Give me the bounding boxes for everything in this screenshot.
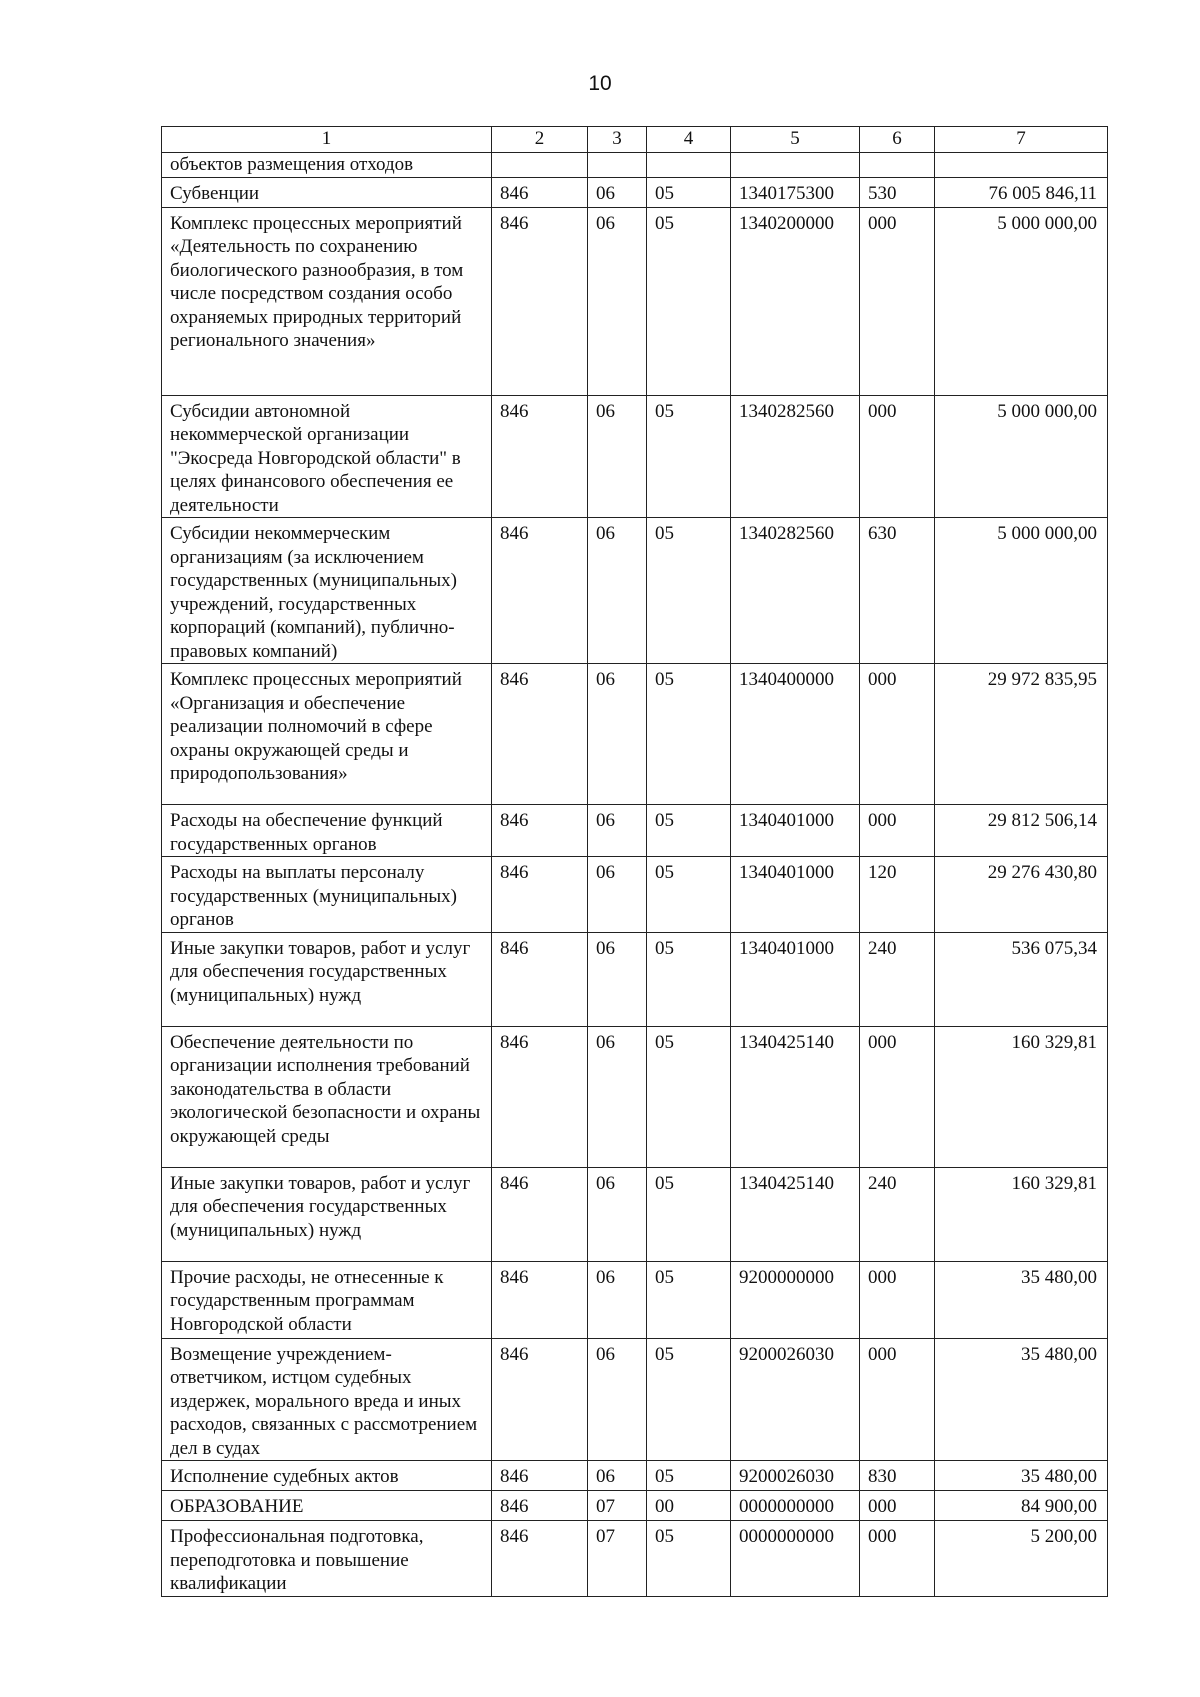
table-row (162, 177, 1108, 207)
row-c6 (860, 153, 935, 178)
row-c3: 06 (588, 857, 647, 933)
row-c5: 0000000000 (731, 1491, 860, 1521)
row-name: Субвенции (162, 177, 492, 207)
row-name: Возмещение учреждением-ответчиком, истцом судебных издержек, морального вреда и иных расходов, связанных с рассмотрением дел в судах (162, 1338, 492, 1461)
row-c4: 05 (647, 1026, 731, 1167)
row-c4: 05 (647, 1261, 731, 1338)
row-c4: 05 (647, 207, 731, 395)
row-c7: 35 480,00 (935, 1461, 1108, 1491)
row-c3: 06 (588, 1261, 647, 1338)
header-cell-6: 6 (860, 127, 935, 153)
row-c3: 06 (588, 177, 647, 207)
row-name: Иные закупки товаров, работ и услуг для обеспечения государственных (муниципальных) нужд (162, 932, 492, 1026)
table-row (162, 1167, 1108, 1261)
row-name: Субсидии автономной некоммерческой организации "Экосреда Новгородской области" в целях финансового обеспечения ее деятельности (162, 395, 492, 518)
row-c6: 530 (860, 177, 935, 207)
row-c3: 06 (588, 1167, 647, 1261)
row-c4: 05 (647, 1521, 731, 1597)
row-c7: 536 075,34 (935, 932, 1108, 1026)
budget-table (161, 126, 1108, 1597)
row-c2: 846 (492, 1261, 588, 1338)
row-c2: 846 (492, 1461, 588, 1491)
row-c6: 120 (860, 857, 935, 933)
row-c5: 1340401000 (731, 932, 860, 1026)
row-c2: 846 (492, 1491, 588, 1521)
header-cell-5: 5 (731, 127, 860, 153)
row-c5: 1340400000 (731, 664, 860, 805)
row-c5: 1340425140 (731, 1167, 860, 1261)
row-c2 (492, 153, 588, 178)
row-c6: 000 (860, 207, 935, 395)
header-cell-4: 4 (647, 127, 731, 153)
row-c7: 35 480,00 (935, 1261, 1108, 1338)
row-c3: 06 (588, 932, 647, 1026)
row-c5: 0000000000 (731, 1521, 860, 1597)
row-c7: 29 276 430,80 (935, 857, 1108, 933)
row-c3: 06 (588, 1338, 647, 1461)
table-row (162, 664, 1108, 805)
row-c4: 05 (647, 395, 731, 518)
row-name: Исполнение судебных актов (162, 1461, 492, 1491)
row-c2: 846 (492, 207, 588, 395)
table-row (162, 857, 1108, 933)
row-c3: 06 (588, 207, 647, 395)
row-c6: 000 (860, 395, 935, 518)
row-name: Обеспечение деятельности по организации исполнения требований законодательства в области экологической безопасности и охраны окружающей среды (162, 1026, 492, 1167)
row-c2: 846 (492, 1338, 588, 1461)
row-c6: 000 (860, 1521, 935, 1597)
row-c7: 76 005 846,11 (935, 177, 1108, 207)
row-c2: 846 (492, 518, 588, 664)
row-c6: 630 (860, 518, 935, 664)
row-name: объектов размещения отходов (162, 153, 492, 178)
row-name: Комплекс процессных мероприятий «Организация и обеспечение реализации полномочий в сфере охраны окружающей среды и природопользования» (162, 664, 492, 805)
row-c2: 846 (492, 805, 588, 857)
header-cell-3: 3 (588, 127, 647, 153)
row-c3: 06 (588, 805, 647, 857)
row-c6: 000 (860, 1261, 935, 1338)
header-cell-1: 1 (162, 127, 492, 153)
row-c7: 5 000 000,00 (935, 395, 1108, 518)
row-c7: 29 972 835,95 (935, 664, 1108, 805)
row-c2: 846 (492, 857, 588, 933)
row-c4: 05 (647, 1338, 731, 1461)
row-c6: 000 (860, 1491, 935, 1521)
row-c2: 846 (492, 1521, 588, 1597)
row-c6: 000 (860, 1338, 935, 1461)
table-row (162, 932, 1108, 1026)
row-c2: 846 (492, 1167, 588, 1261)
row-c7: 160 329,81 (935, 1026, 1108, 1167)
row-c3: 07 (588, 1491, 647, 1521)
row-c6: 000 (860, 1026, 935, 1167)
row-c4: 05 (647, 177, 731, 207)
row-c5: 1340401000 (731, 857, 860, 933)
table-row (162, 518, 1108, 664)
row-c4: 05 (647, 805, 731, 857)
row-c7: 5 200,00 (935, 1521, 1108, 1597)
header-cell-7: 7 (935, 127, 1108, 153)
row-c2: 846 (492, 1026, 588, 1167)
table-row (162, 1338, 1108, 1461)
row-c7: 29 812 506,14 (935, 805, 1108, 857)
row-c3: 06 (588, 1461, 647, 1491)
row-name: Иные закупки товаров, работ и услуг для обеспечения государственных (муниципальных) нужд (162, 1167, 492, 1261)
row-c3: 07 (588, 1521, 647, 1597)
table-row (162, 1261, 1108, 1338)
row-c2: 846 (492, 177, 588, 207)
table-row (162, 207, 1108, 395)
row-c7: 35 480,00 (935, 1338, 1108, 1461)
row-c4: 05 (647, 857, 731, 933)
table-row (162, 1461, 1108, 1491)
row-c2: 846 (492, 664, 588, 805)
header-row (162, 127, 1108, 153)
row-c4: 05 (647, 664, 731, 805)
row-c3: 06 (588, 395, 647, 518)
table-row (162, 1491, 1108, 1521)
row-c4: 05 (647, 518, 731, 664)
row-c5: 1340282560 (731, 518, 860, 664)
row-c4: 05 (647, 1461, 731, 1491)
row-c6: 240 (860, 932, 935, 1026)
row-c4 (647, 153, 731, 178)
row-c5: 9200026030 (731, 1461, 860, 1491)
row-c7: 5 000 000,00 (935, 207, 1108, 395)
row-c3: 06 (588, 518, 647, 664)
row-name: Прочие расходы, не отнесенные к государственным программам Новгородской области (162, 1261, 492, 1338)
row-name: Комплекс процессных мероприятий «Деятельность по сохранению биологического разнообразия, в том числе посредством создания особо охраняемых природных территорий регионального значения» (162, 207, 492, 395)
row-c4: 05 (647, 932, 731, 1026)
row-c7 (935, 153, 1108, 178)
header-cell-2: 2 (492, 127, 588, 153)
row-name: Субсидии некоммерческим организациям (за исключением государственных (муниципальных) учреждений, государственных корпораций (компаний), публично-правовых компаний) (162, 518, 492, 664)
row-c3 (588, 153, 647, 178)
row-c5: 9200000000 (731, 1261, 860, 1338)
row-c6: 000 (860, 805, 935, 857)
row-c5: 1340200000 (731, 207, 860, 395)
row-name: Профессиональная подготовка, переподготовка и повышение квалификации (162, 1521, 492, 1597)
row-c2: 846 (492, 395, 588, 518)
row-c5: 1340175300 (731, 177, 860, 207)
row-c5: 1340401000 (731, 805, 860, 857)
row-c6: 000 (860, 664, 935, 805)
row-c7: 84 900,00 (935, 1491, 1108, 1521)
table-row (162, 1026, 1108, 1167)
row-c6: 240 (860, 1167, 935, 1261)
row-c2: 846 (492, 932, 588, 1026)
row-name: ОБРАЗОВАНИЕ (162, 1491, 492, 1521)
row-name: Расходы на выплаты персоналу государственных (муниципальных) органов (162, 857, 492, 933)
row-c5: 1340282560 (731, 395, 860, 518)
row-c4: 05 (647, 1167, 731, 1261)
row-c4: 00 (647, 1491, 731, 1521)
row-name: Расходы на обеспечение функций государственных органов (162, 805, 492, 857)
page-number: 10 (588, 72, 612, 95)
table-row (162, 153, 1108, 178)
table-row (162, 805, 1108, 857)
row-c5: 9200026030 (731, 1338, 860, 1461)
row-c7: 160 329,81 (935, 1167, 1108, 1261)
row-c3: 06 (588, 664, 647, 805)
row-c5 (731, 153, 860, 178)
table-row (162, 1521, 1108, 1597)
row-c6: 830 (860, 1461, 935, 1491)
table-row (162, 395, 1108, 518)
row-c7: 5 000 000,00 (935, 518, 1108, 664)
row-c3: 06 (588, 1026, 647, 1167)
row-c5: 1340425140 (731, 1026, 860, 1167)
